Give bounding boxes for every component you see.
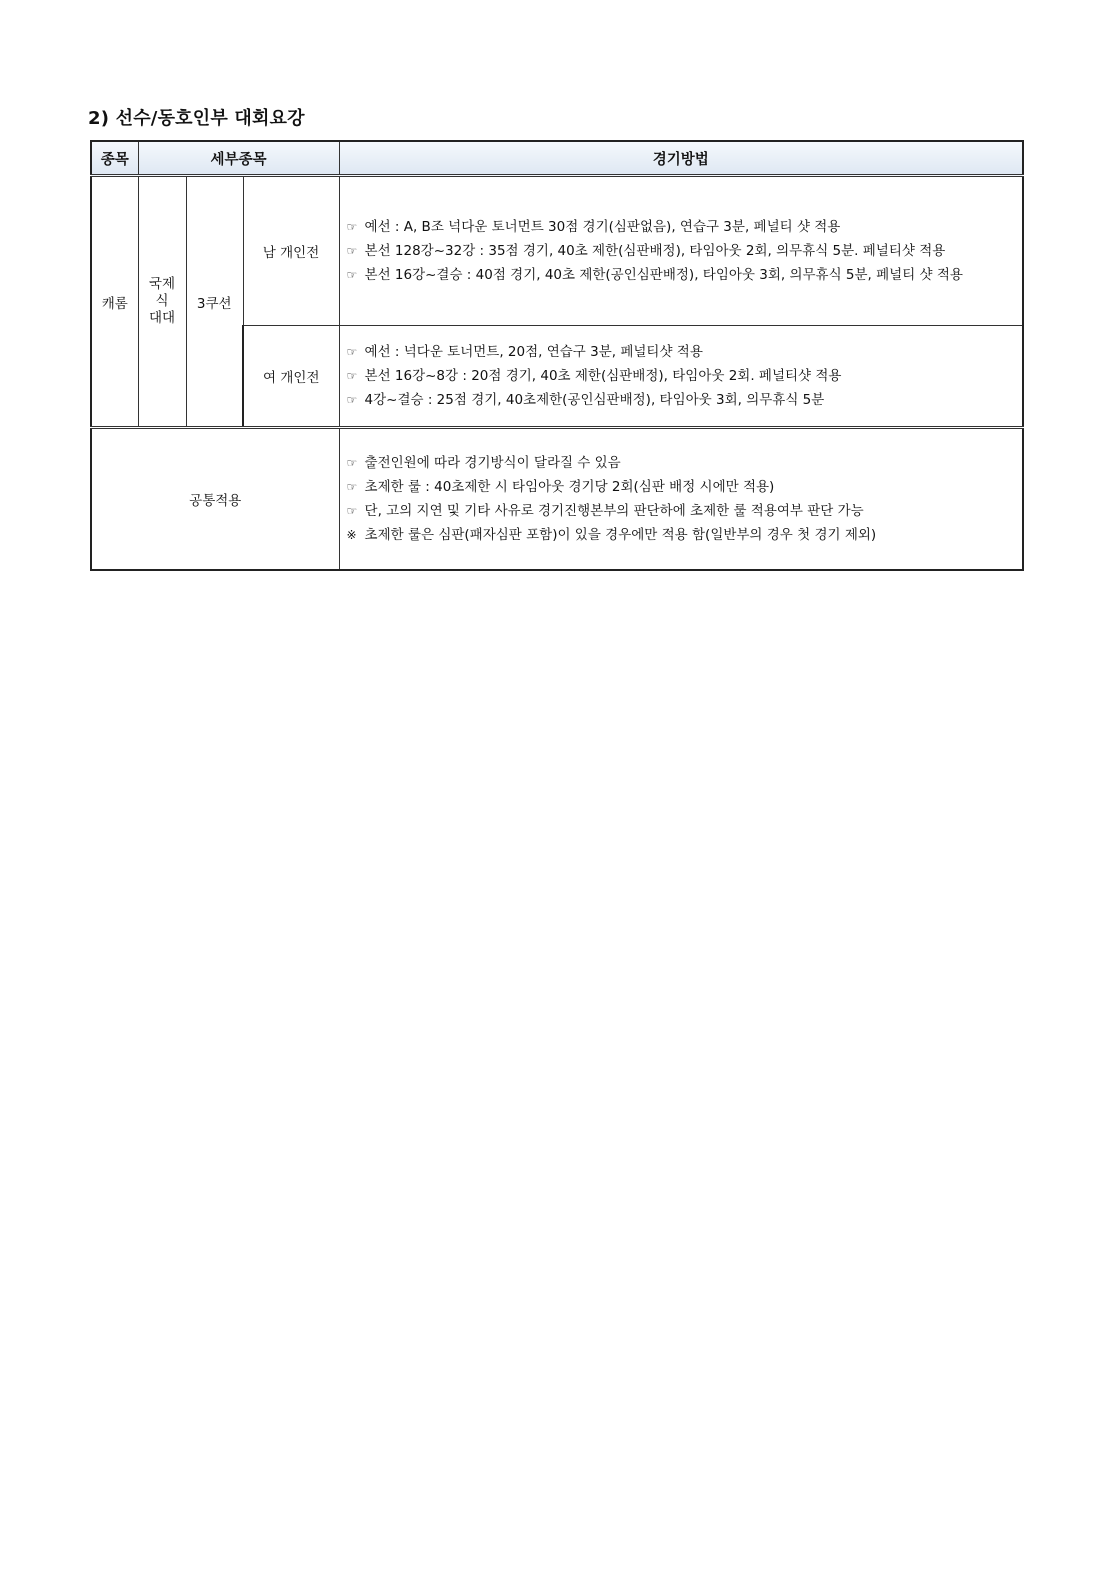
list-item (347, 340, 1019, 364)
men-method-text: 예선 : A, B조 넉다운 토너먼트 30점 경기(심판없음), 연습구 3분, 페널티 샷 적용 (364, 219, 841, 235)
list-item (347, 263, 1019, 287)
pointing-hand-icon: ☞ (346, 456, 358, 470)
pointing-hand-icon: ☞ (346, 345, 358, 359)
event-cell: 캐롬 (91, 176, 138, 428)
list-item (347, 451, 1019, 475)
common-method-text: 출전인원에 따라 경기방식이 달라질 수 있음 (364, 455, 621, 471)
style-cell (138, 176, 186, 428)
common-method-text: 단, 고의 지연 및 기타 사유로 경기진행본부의 판단하에 초제한 룰 적용여부 판단 가능 (364, 503, 864, 519)
competition-rules-table (90, 140, 1024, 571)
discipline-cell: 3쿠션 (186, 176, 243, 428)
pointing-hand-icon: ☞ (346, 480, 358, 494)
pointing-hand-icon: ☞ (346, 369, 358, 383)
women-method-text: 예선 : 넉다운 토너먼트, 20점, 연습구 3분, 페널티샷 적용 (364, 344, 703, 360)
men-method-cell (339, 176, 1023, 326)
table-header-row (91, 141, 1023, 176)
women-method-cell (339, 326, 1023, 428)
common-label: 공통적용 (91, 428, 339, 571)
pointing-hand-icon: ☞ (346, 244, 358, 258)
pointing-hand-icon: ☞ (346, 504, 358, 518)
style-line-3: 대대 (148, 310, 176, 326)
list-item (347, 215, 1019, 239)
women-method-text: 4강~결승 : 25점 경기, 40초제한(공인심판배정), 타임아웃 3회, 의무휴식 5분 (364, 392, 825, 408)
list-item (347, 499, 1019, 523)
pointing-hand-icon: ☞ (346, 268, 358, 282)
header-sub-event: 세부종목 (138, 141, 339, 176)
common-method-cell (339, 428, 1023, 571)
list-item (347, 388, 1019, 412)
style-line-2: 식 (155, 293, 169, 309)
list-item (347, 475, 1019, 499)
men-division-label: 남 개인전 (243, 176, 339, 326)
reference-mark-icon: ※ (346, 528, 357, 542)
header-method: 경기방법 (339, 141, 1023, 176)
men-method-text: 본선 16강~결승 : 40점 경기, 40초 제한(공인심판배정), 타임아웃 3회, 의무휴식 5분, 페널티 샷 적용 (364, 267, 963, 283)
women-method-text: 본선 16강~8강 : 20점 경기, 40초 제한(심판배정), 타임아웃 2회. 페널티샷 적용 (364, 368, 842, 384)
list-item (347, 523, 1019, 547)
table-row-common (91, 428, 1023, 571)
list-item (347, 239, 1019, 263)
list-item (347, 364, 1019, 388)
common-method-text: 초제한 룰은 심판(패자심판 포함)이 있을 경우에만 적용 함(일반부의 경우 첫 경기 제외) (364, 527, 877, 543)
section-title: 2) 선수/동호인부 대회요강 (88, 108, 305, 129)
women-division-label: 여 개인전 (243, 326, 339, 428)
table-row-men (91, 176, 1023, 326)
men-method-text: 본선 128강~32강 : 35점 경기, 40초 제한(심판배정), 타임아웃 2회, 의무휴식 5분. 페널티샷 적용 (364, 243, 946, 259)
common-method-text: 초제한 룰 : 40초제한 시 타임아웃 경기당 2회(심판 배정 시에만 적용) (364, 479, 775, 495)
pointing-hand-icon: ☞ (346, 220, 358, 234)
header-event: 종목 (91, 141, 138, 176)
pointing-hand-icon: ☞ (346, 393, 358, 407)
style-line-1: 국제 (148, 276, 176, 292)
